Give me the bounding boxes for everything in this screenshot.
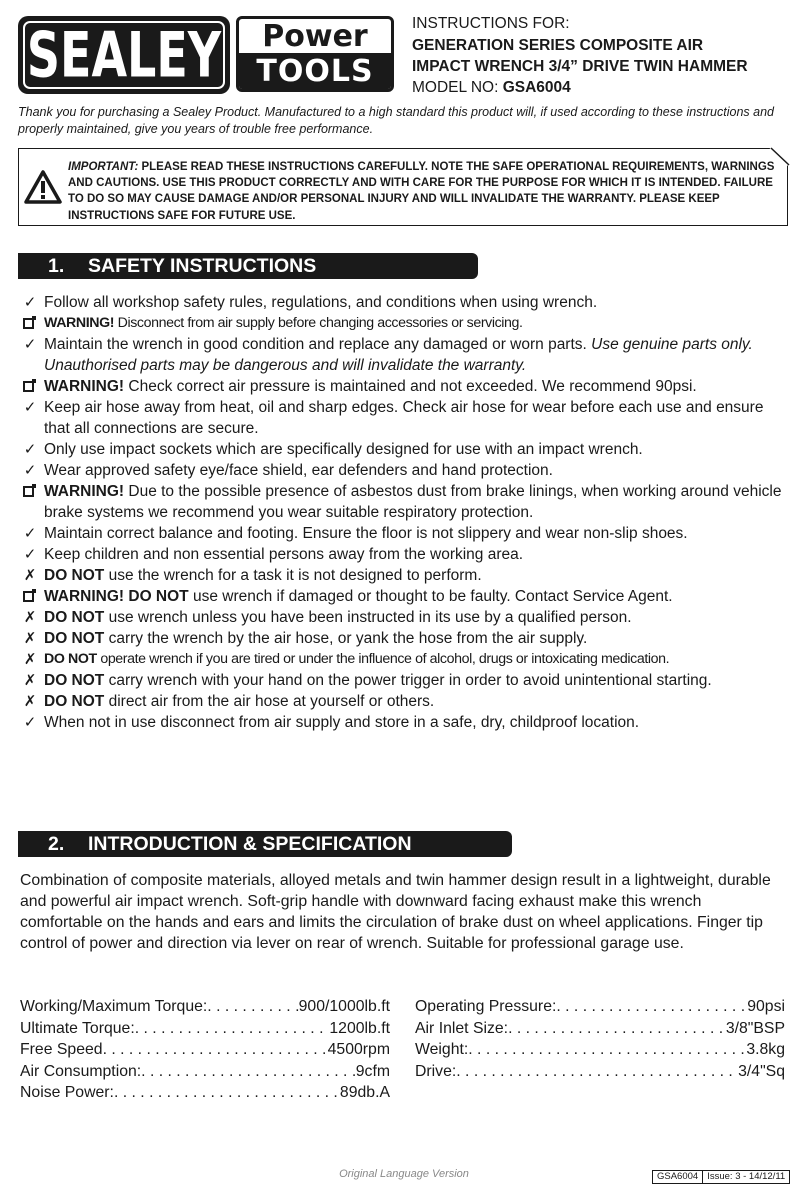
safety-item-text: Keep air hose away from heat, oil and sharp edges. Check air hose for wear before each use and ensure that all connections are secure. [44, 399, 764, 437]
safety-item [20, 397, 790, 439]
header-instructions-for: INSTRUCTIONS FOR: [412, 15, 570, 32]
safety-item-emphasis: DO NOT [44, 567, 105, 584]
check-icon: ✓ [23, 440, 37, 458]
safety-item-emphasis: WARNING! DO NOT [44, 588, 189, 605]
cross-icon: ✗ [23, 650, 37, 668]
check-icon: ✓ [23, 545, 37, 563]
important-prefix: IMPORTANT: [68, 161, 139, 173]
spec-row [20, 1018, 390, 1040]
safety-item-text: Follow all workshop safety rules, regulations, and conditions when using wrench. [44, 294, 598, 311]
cross-icon: ✗ [23, 566, 37, 584]
spec-leader-dots [207, 996, 298, 1018]
spec-leader-dots [103, 1039, 328, 1061]
original-language-note: Original Language Version [339, 1168, 469, 1180]
safety-item [20, 691, 790, 712]
spec-label: Operating Pressure: [415, 998, 557, 1015]
warning-triangle-icon [24, 170, 62, 204]
spec-leader-dots [468, 1039, 746, 1061]
spec-label: Air Consumption: [20, 1062, 142, 1080]
footer-model: GSA6004 [657, 1171, 699, 1182]
check-icon: ✓ [23, 293, 37, 311]
spec-label: Drive: [415, 1062, 457, 1080]
header-model [412, 78, 571, 98]
cross-icon: ✗ [23, 608, 37, 626]
check-icon: ✓ [23, 335, 37, 353]
safety-item [20, 544, 790, 565]
safety-item-text: Disconnect from air supply before changing accessories or servicing. [114, 315, 523, 331]
spec-leader-dots [141, 1061, 356, 1083]
safety-item [20, 460, 790, 481]
cross-icon: ✗ [23, 671, 37, 689]
warning-box-icon [23, 486, 34, 497]
spec-value: 900/1000lb.ft [298, 998, 390, 1015]
warning-box-icon [23, 591, 34, 602]
spec-value: 89db.A [339, 1084, 390, 1101]
safety-item-emphasis: DO NOT [44, 693, 105, 710]
spec-row [415, 1018, 785, 1040]
power-tools-logo [236, 16, 394, 92]
safety-item-emphasis: DO NOT [44, 672, 105, 689]
safety-item [20, 313, 790, 334]
cross-icon: ✗ [23, 629, 37, 647]
safety-item [20, 439, 790, 460]
warning-box-icon [23, 381, 34, 392]
sealey-logo-text: SEALEY [26, 18, 222, 92]
safety-item-text: When not in use disconnect from air supply and store in a safe, dry, childproof location. [44, 714, 640, 731]
safety-item [20, 565, 790, 586]
header-product-line1: GENERATION SERIES COMPOSITE AIR [412, 37, 704, 54]
spec-value: 1200lb.ft [329, 1019, 390, 1037]
thank-you-text: Thank you for purchasing a Sealey Product. Manufactured to a high standard this product will, if used according to these instructions and properly maintained, give you years of trouble free performance. [18, 105, 774, 136]
safety-list [20, 292, 790, 733]
important-body: PLEASE READ THESE INSTRUCTIONS CAREFULLY. NOTE THE SAFE OPERATIONAL REQUIREMENTS, WARNINGS AND CAUTIONS. USE THIS PRODUCT CORRECTLY AND WITH CARE FOR THE PURPOSE FOR WHICH IT IS INTENDED. FAILURE TO DO SO MAY CAUSE DAMAGE AND/OR PERSONAL INJURY AND WILL INVALIDATE THE WARRANTY. PLEASE KEEP INSTRUCTIONS SAFE FOR FUTURE USE. [68, 161, 775, 222]
safety-item-text: direct air from the air hose at yourself or others. [104, 693, 435, 710]
cross-icon: ✗ [23, 692, 37, 710]
section-number: 1. [48, 255, 65, 277]
safety-item [20, 292, 790, 313]
safety-item-text: Maintain the wrench in good condition and replace any damaged or worn parts. [44, 336, 592, 353]
safety-item [20, 670, 790, 691]
check-icon: ✓ [23, 713, 37, 731]
spec-row [415, 1039, 785, 1061]
safety-item-text: use the wrench for a task it is not designed to perform. [104, 567, 482, 584]
check-icon: ✓ [23, 398, 37, 416]
important-notice [68, 159, 780, 224]
safety-item-text: operate wrench if you are tired or under the influence of alcohol, drugs or intoxicating medication. [96, 651, 670, 667]
warning-box-icon [23, 318, 34, 329]
spec-leader-dots [135, 1018, 330, 1040]
section-heading-intro [18, 831, 512, 857]
spec-value: 3/8"BSP [725, 1019, 785, 1037]
safety-item-text: Check correct air pressure is maintained and not exceeded. We recommend 90psi. [124, 378, 697, 395]
spec-label: Weight: [415, 1041, 469, 1058]
spec-row [20, 996, 390, 1018]
safety-item-text: carry the wrench by the air hose, or yank the hose from the air supply. [104, 630, 588, 647]
safety-item-text: Due to the possible presence of asbestos dust from brake linings, when working around vehicle brake systems we recommend you wear suitable respiratory protection. [44, 483, 782, 521]
spec-leader-dots [556, 996, 747, 1018]
spec-row [20, 1039, 390, 1061]
sealey-logo [18, 16, 230, 94]
header-product-line2: IMPACT WRENCH 3/4” DRIVE TWIN HAMMER [412, 58, 748, 75]
spec-label: Ultimate Torque: [20, 1019, 135, 1037]
model-label: MODEL NO: [412, 79, 503, 96]
safety-item-emphasis: WARNING! [44, 483, 125, 500]
safety-item [20, 712, 790, 733]
safety-item-emphasis: DO NOT [44, 630, 105, 647]
safety-item-text: Keep children and non essential persons away from the working area. [44, 546, 524, 563]
power-logo-text: Power [262, 18, 368, 54]
safety-item [20, 628, 790, 649]
section-title: SAFETY INSTRUCTIONS [88, 255, 317, 277]
spec-leader-dots [456, 1061, 738, 1083]
spec-row [20, 1082, 390, 1104]
safety-item-italic-note: Use genuine parts only. Unauthorised parts may be dangerous and will invalidate the warranty. [44, 336, 753, 374]
spec-label: Free Speed [20, 1041, 103, 1058]
safety-item [20, 523, 790, 544]
section-heading-safety [18, 253, 478, 279]
spec-row [415, 1061, 785, 1083]
intro-paragraph: Combination of composite materials, alloyed metals and twin hammer design result in a lightweight, durable and powerful air impact wrench. Soft-grip handle with downward facing exhaust make this wrench comfortable on the hands and ears and limits the circulation of brake dust on wheel applications. Finger tip control of power and direction via lever on rear of wrench. Suitable for professional garage use. [20, 872, 771, 952]
safety-item [20, 607, 790, 628]
spec-value: 3/4"Sq [738, 1062, 785, 1080]
safety-item [20, 376, 790, 397]
spec-list-left [20, 996, 390, 1104]
safety-item [20, 481, 790, 523]
safety-item-emphasis: WARNING! [44, 378, 125, 395]
spec-value: 3.8kg [746, 1041, 785, 1058]
spec-value: 9cfm [355, 1062, 390, 1080]
spec-label: Noise Power: [20, 1084, 114, 1101]
check-icon: ✓ [23, 461, 37, 479]
model-number: GSA6004 [502, 79, 571, 96]
spec-value: 90psi [747, 998, 785, 1015]
safety-item-text: use wrench unless you have been instructed in its use by a qualified person. [104, 609, 632, 626]
safety-item-text: Only use impact sockets which are specifically designed for use with an impact wrench. [44, 441, 643, 458]
footer-issue: Issue: 3 - 14/12/11 [702, 1171, 789, 1183]
check-icon: ✓ [23, 524, 37, 542]
spec-row [20, 1061, 390, 1083]
safety-item-text: use wrench if damaged or thought to be faulty. Contact Service Agent. [188, 588, 673, 605]
safety-item [20, 586, 790, 607]
issue-box [652, 1170, 790, 1184]
spec-leader-dots [114, 1082, 340, 1104]
section-title: INTRODUCTION & SPECIFICATION [88, 833, 412, 855]
section-number: 2. [48, 833, 65, 855]
spec-row [415, 996, 785, 1018]
safety-item-text: carry wrench with your hand on the power trigger in order to avoid unintentional starting. [104, 672, 712, 689]
safety-item-text: Maintain correct balance and footing. Ensure the floor is not slippery and wear non-slip shoes. [44, 525, 688, 542]
tools-logo-text: TOOLS [239, 53, 391, 89]
safety-item-emphasis: DO NOT [44, 651, 97, 667]
safety-item-emphasis: DO NOT [44, 609, 105, 626]
safety-item [20, 649, 790, 670]
safety-item-text: Wear approved safety eye/face shield, ear defenders and hand protection. [44, 462, 553, 479]
spec-value: 4500rpm [327, 1041, 390, 1058]
safety-item [20, 334, 790, 376]
spec-label: Working/Maximum Torque: [20, 998, 208, 1015]
spec-list-right [415, 996, 785, 1082]
spec-label: Air Inlet Size: [415, 1019, 509, 1037]
safety-item-emphasis: WARNING! [44, 315, 115, 331]
spec-leader-dots [508, 1018, 726, 1040]
